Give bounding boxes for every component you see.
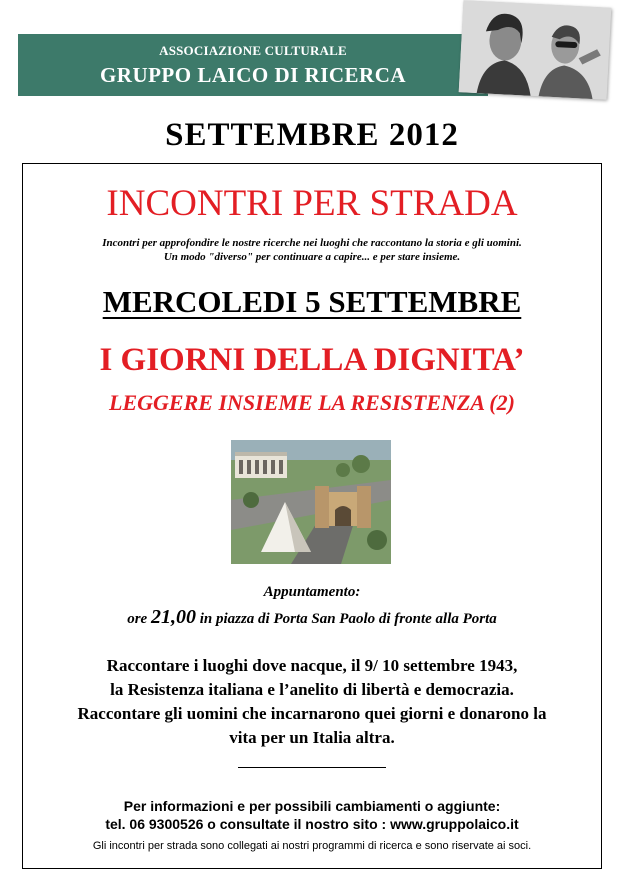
event-subtitle: LEGGERE INSIEME LA RESISTENZA (2) (109, 390, 515, 415)
event-date (23, 284, 601, 320)
association-label: ASSOCIAZIONE CULTURALE (159, 43, 347, 58)
description-line: la Resistenza italiana e l’anelito di libertà e democrazia. (110, 680, 514, 699)
info-line: Per informazioni e per possibili cambiamenti o aggiunte: (123, 798, 501, 814)
association-name: GRUPPO LAICO DI RICERCA (99, 63, 407, 87)
intro-line: Un modo "diverso" per continuare a capire... e per stare insieme. (163, 251, 461, 263)
meeting-place: in piazza di Porta San Paolo di fronte alla Porta (195, 611, 497, 627)
event-time: 21,00 (150, 606, 196, 628)
description-line: Raccontare i luoghi dove nacque, il 9/ 10 settembre 1943, (106, 656, 518, 675)
event-card (22, 163, 602, 869)
time-prefix: ore (127, 611, 151, 627)
event-date-text: MERCOLEDI 5 SETTEMBRE (102, 284, 522, 319)
description-line: vita per un Italia altra. (229, 728, 395, 747)
event-description (23, 654, 601, 750)
contact-info (23, 797, 601, 833)
divider-line (238, 767, 386, 768)
appointment-label: Appuntamento: (263, 584, 361, 600)
portrait-photo (459, 0, 612, 100)
appointment-details (23, 606, 601, 629)
porta-san-paolo-image (231, 440, 391, 564)
footer-note: Gli incontri per strada sono collegati ai nostri programmi di ricerca e sono riservate ai soci. (92, 840, 532, 852)
contact-line: tel. 06 9300526 o consultate il nostro sito : www.gruppolaico.it (105, 816, 519, 832)
event-title: I GIORNI DELLA DIGNITA’ (99, 342, 525, 378)
header-banner (18, 34, 488, 96)
description-line: Raccontare gli uomini che incarnarono quei giorni e donarono la (77, 704, 547, 723)
month-heading: SETTEMBRE 2012 (165, 117, 459, 153)
intro-line: Incontri per approfondire le nostre ricerche nei luoghi che raccontano la storia e gli uomini. (102, 237, 522, 249)
series-title: INCONTRI PER STRADA (106, 183, 518, 224)
intro-text (23, 236, 601, 264)
